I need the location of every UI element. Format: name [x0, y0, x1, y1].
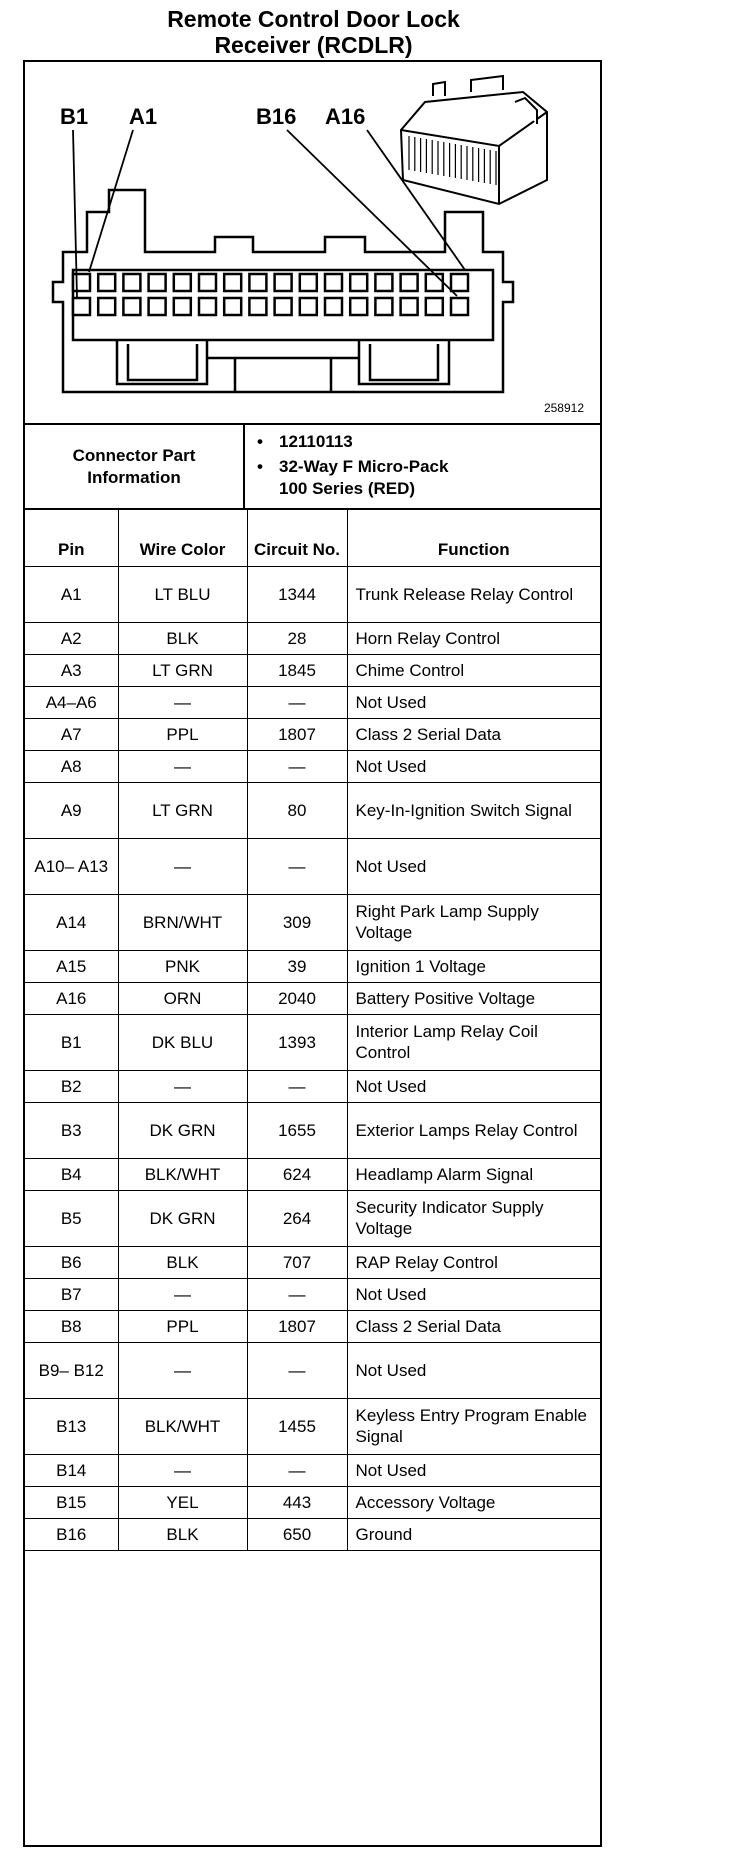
circuit-cell: — [247, 686, 347, 718]
function-cell: Class 2 Serial Data [347, 1310, 600, 1342]
wire-color-cell: ORN [118, 982, 247, 1014]
table-row [25, 1310, 600, 1342]
wire-color-cell: — [118, 838, 247, 894]
wire-color-cell: BLK [118, 622, 247, 654]
table-row [25, 782, 600, 838]
pin-cavity [249, 298, 266, 315]
wire-color-cell: BLK/WHT [118, 1158, 247, 1190]
header-function: Function [347, 510, 600, 566]
function-cell: Exterior Lamps Relay Control [347, 1102, 600, 1158]
pin-cavity [249, 274, 266, 291]
circuit-cell: — [247, 1070, 347, 1102]
pin-cavity [73, 274, 90, 291]
pin-cavity [199, 274, 216, 291]
pin-cell: A4–A6 [25, 686, 118, 718]
pin-cavity [149, 298, 166, 315]
circuit-cell: 1807 [247, 1310, 347, 1342]
function-cell: RAP Relay Control [347, 1246, 600, 1278]
circuit-cell: 650 [247, 1518, 347, 1550]
table-row [25, 1014, 600, 1070]
connector-info [25, 425, 600, 510]
pin-cell: A3 [25, 654, 118, 686]
circuit-cell: 264 [247, 1190, 347, 1246]
table-row [25, 1102, 600, 1158]
circuit-cell: 80 [247, 782, 347, 838]
pin-cell: B1 [25, 1014, 118, 1070]
pin-cavity [451, 274, 468, 291]
connector-type: 32-Way F Micro-Pack 100 Series (RED) [279, 457, 449, 498]
header-wire-color: Wire Color [118, 510, 247, 566]
function-cell: Class 2 Serial Data [347, 718, 600, 750]
function-cell: Trunk Release Relay Control [347, 566, 600, 622]
circuit-cell: 2040 [247, 982, 347, 1014]
wire-color-cell: — [118, 1454, 247, 1486]
pin-cell: B8 [25, 1310, 118, 1342]
pin-cavity [451, 298, 468, 315]
wire-color-cell: LT GRN [118, 654, 247, 686]
function-cell: Interior Lamp Relay Coil Control [347, 1014, 600, 1070]
table-row [25, 1190, 600, 1246]
label-a1: A1 [129, 104, 158, 129]
function-cell: Right Park Lamp Supply Voltage [347, 894, 600, 950]
table-row [25, 1486, 600, 1518]
pin-cavity [98, 274, 115, 291]
wire-color-cell: — [118, 1342, 247, 1398]
wire-color-cell: LT BLU [118, 566, 247, 622]
table-header-row [25, 510, 600, 566]
connector-info-heading: Connector Part Information [25, 425, 245, 508]
connector-sheet [23, 60, 602, 1847]
pin-cell: A2 [25, 622, 118, 654]
table-row [25, 718, 600, 750]
wire-color-cell: — [118, 750, 247, 782]
pin-cavity [123, 298, 140, 315]
circuit-cell: — [247, 750, 347, 782]
table-row [25, 1278, 600, 1310]
function-cell: Not Used [347, 750, 600, 782]
wire-color-cell: BLK [118, 1518, 247, 1550]
pin-cavity [325, 274, 342, 291]
table-row [25, 894, 600, 950]
circuit-cell: 1344 [247, 566, 347, 622]
function-cell: Security Indicator Supply Voltage [347, 1190, 600, 1246]
page-title [0, 6, 627, 58]
pin-cavity [350, 298, 367, 315]
function-cell: Ground [347, 1518, 600, 1550]
pin-cell: B2 [25, 1070, 118, 1102]
table-row [25, 566, 600, 622]
pin-cell: A14 [25, 894, 118, 950]
circuit-cell: 1455 [247, 1398, 347, 1454]
circuit-cell: 28 [247, 622, 347, 654]
function-cell: Not Used [347, 838, 600, 894]
pin-cell: A10– A13 [25, 838, 118, 894]
table-row [25, 838, 600, 894]
wire-color-cell: — [118, 686, 247, 718]
label-b16: B16 [256, 104, 297, 129]
label-b1: B1 [60, 104, 89, 129]
table-row [25, 750, 600, 782]
connector-face-drawing [25, 62, 600, 423]
wire-color-cell: DK GRN [118, 1102, 247, 1158]
wire-color-cell: LT GRN [118, 782, 247, 838]
function-cell: Not Used [347, 1342, 600, 1398]
pin-cavity [174, 274, 191, 291]
part-number: 12110113 [279, 432, 353, 451]
pin-cell: B3 [25, 1102, 118, 1158]
wire-color-cell: YEL [118, 1486, 247, 1518]
connector-info-bullets [257, 431, 448, 500]
figure-number: 258912 [543, 401, 584, 415]
table-row [25, 1454, 600, 1486]
pin-cavity [275, 298, 292, 315]
function-cell: Horn Relay Control [347, 622, 600, 654]
table-row [25, 1398, 600, 1454]
table-row [25, 654, 600, 686]
pin-cavity [224, 274, 241, 291]
pin-cavity [73, 298, 90, 315]
pin-cavity [149, 274, 166, 291]
pin-cavity [300, 274, 317, 291]
function-cell: Battery Positive Voltage [347, 982, 600, 1014]
circuit-cell: 1655 [247, 1102, 347, 1158]
table-row [25, 622, 600, 654]
wire-color-cell: — [118, 1070, 247, 1102]
function-cell: Keyless Entry Program Enable Signal [347, 1398, 600, 1454]
function-cell: Headlamp Alarm Signal [347, 1158, 600, 1190]
function-cell: Not Used [347, 1278, 600, 1310]
pin-cavity [98, 298, 115, 315]
pin-cell: B6 [25, 1246, 118, 1278]
table-row [25, 982, 600, 1014]
connector-diagram [25, 62, 600, 425]
function-cell: Not Used [347, 686, 600, 718]
pin-cell: B14 [25, 1454, 118, 1486]
wire-color-cell: DK GRN [118, 1190, 247, 1246]
pin-cell: A15 [25, 950, 118, 982]
pin-cavity [401, 274, 418, 291]
wire-color-cell: — [118, 1278, 247, 1310]
pin-cavity [325, 298, 342, 315]
pin-cell: A9 [25, 782, 118, 838]
function-cell: Not Used [347, 1454, 600, 1486]
pin-cavity [199, 298, 216, 315]
function-cell: Ignition 1 Voltage [347, 950, 600, 982]
wire-color-cell: PNK [118, 950, 247, 982]
table-row [25, 1158, 600, 1190]
pin-cell: A16 [25, 982, 118, 1014]
pin-cavity [275, 274, 292, 291]
pin-cell: B4 [25, 1158, 118, 1190]
title-line-2: Receiver (RCDLR) [214, 32, 413, 58]
function-cell: Chime Control [347, 654, 600, 686]
function-cell: Not Used [347, 1070, 600, 1102]
pin-cavity [123, 274, 140, 291]
header-circuit-no: Circuit No. [247, 510, 347, 566]
table-row [25, 1070, 600, 1102]
table-row [25, 950, 600, 982]
pin-cell: B9– B12 [25, 1342, 118, 1398]
pin-cell: A1 [25, 566, 118, 622]
wire-color-cell: DK BLU [118, 1014, 247, 1070]
pin-cell: B16 [25, 1518, 118, 1550]
pin-cavity [426, 274, 443, 291]
wire-color-cell: PPL [118, 718, 247, 750]
bullet-connector-type: • 32-Way F Micro-Pack 100 Series (RED) [257, 457, 449, 498]
pin-cell: B15 [25, 1486, 118, 1518]
pin-table [25, 510, 600, 1551]
pin-cell: B13 [25, 1398, 118, 1454]
wire-color-cell: BLK [118, 1246, 247, 1278]
pin-cavity [224, 298, 241, 315]
pin-cavity [401, 298, 418, 315]
function-cell: Accessory Voltage [347, 1486, 600, 1518]
pin-table-body [25, 566, 600, 1550]
wire-color-cell: BLK/WHT [118, 1398, 247, 1454]
pin-cavity [300, 298, 317, 315]
title-line-1: Remote Control Door Lock [167, 6, 460, 32]
pin-cavities [73, 274, 468, 315]
circuit-cell: 309 [247, 894, 347, 950]
wire-color-cell: PPL [118, 1310, 247, 1342]
label-a16: A16 [325, 104, 366, 129]
circuit-cell: 1807 [247, 718, 347, 750]
circuit-cell: — [247, 1278, 347, 1310]
pin-cell: B5 [25, 1190, 118, 1246]
bullet-part-number: • 12110113 [257, 432, 353, 451]
pin-cavity [350, 274, 367, 291]
pin-cavity [375, 274, 392, 291]
circuit-cell: 1845 [247, 654, 347, 686]
wire-color-cell: BRN/WHT [118, 894, 247, 950]
circuit-cell: 39 [247, 950, 347, 982]
pin-cavity [426, 298, 443, 315]
table-row [25, 1342, 600, 1398]
table-row [25, 1518, 600, 1550]
table-row [25, 1246, 600, 1278]
pin-cavity [174, 298, 191, 315]
table-row [25, 686, 600, 718]
circuit-cell: 624 [247, 1158, 347, 1190]
circuit-cell: 1393 [247, 1014, 347, 1070]
pin-cell: B7 [25, 1278, 118, 1310]
circuit-cell: — [247, 838, 347, 894]
function-cell: Key-In-Ignition Switch Signal [347, 782, 600, 838]
circuit-cell: — [247, 1454, 347, 1486]
circuit-cell: — [247, 1342, 347, 1398]
pin-cell: A7 [25, 718, 118, 750]
pin-cavity [375, 298, 392, 315]
circuit-cell: 443 [247, 1486, 347, 1518]
pin-cell: A8 [25, 750, 118, 782]
header-pin: Pin [25, 510, 118, 566]
circuit-cell: 707 [247, 1246, 347, 1278]
